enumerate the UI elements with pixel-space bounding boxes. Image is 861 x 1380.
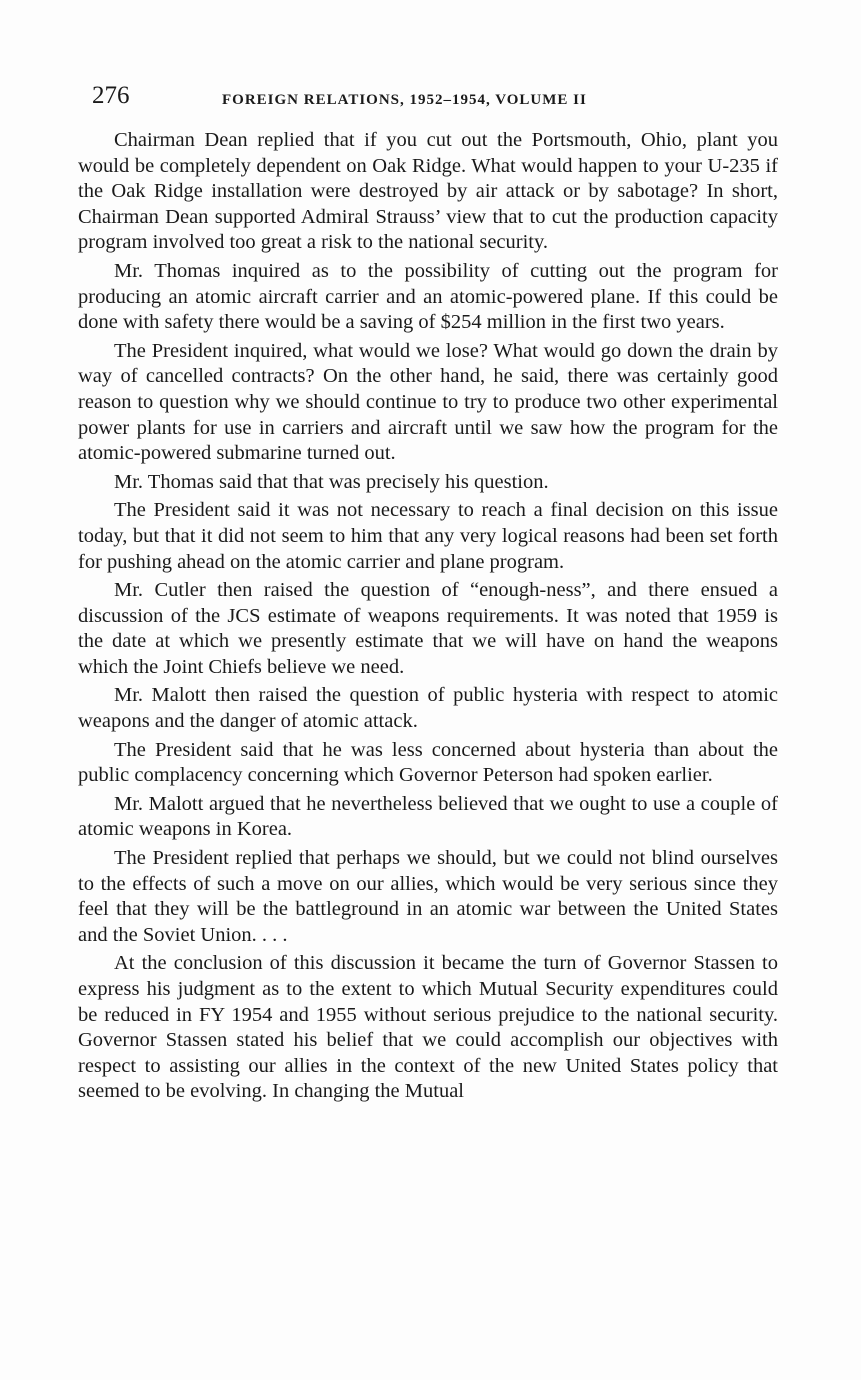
paragraph: Mr. Malott then raised the question of public hysteria with respect to atomic weapons and the danger of atomic attack. bbox=[78, 684, 778, 733]
paragraph: At the conclusion of this discussion it became the turn of Governor Stassen to express his judgment as to the extent to which Mutual Security expenditures could be reduced in FY 1954 and 1955 without serious prejudice to the national security. Governor Stassen stated his belief that we could accomplish our objectives with respect to assisting our allies in the context of the new United States policy that seemed to be evolving. In changing the Mutual bbox=[78, 952, 778, 1103]
page-header bbox=[92, 80, 782, 116]
paragraph: Mr. Thomas inquired as to the possibility of cutting out the program for producing an atomic aircraft carrier and an atomic-powered plane. If this could be done with safety there would be a saving of $254 million in the first two years. bbox=[78, 259, 778, 334]
paragraph: The President said it was not necessary to reach a final decision on this issue today, but that it did not seem to him that any very logical reasons had been set forth for pushing ahead on the atomic carrier and plane program. bbox=[78, 499, 778, 573]
paragraph: Mr. Cutler then raised the question of “enough-ness”, and there ensued a discussion of the JCS estimate of weapons requirements. It was noted that 1959 is the date at which we presently estimate that we will have on hand the weapons which the Joint Chiefs believe we need. bbox=[78, 579, 778, 678]
paragraph: The President inquired, what would we lose? What would go down the drain by way of cancelled contracts? On the other hand, he said, there was certainly good reason to question why we should continue to try to produce two other experimental power plants for use in carriers and aircraft until we saw how the program for the atomic-powered submarine turned out. bbox=[78, 339, 778, 465]
paragraph: The President replied that perhaps we should, but we could not blind ourselves to the effects of such a move on our allies, which would be very serious since they feel that they will be the battleground in an atomic war between the United States and the Soviet Union. . . . bbox=[78, 847, 778, 946]
paragraph: Mr. Malott argued that he nevertheless believed that we ought to use a couple of atomic weapons in Korea. bbox=[78, 792, 778, 841]
page-number: 276 bbox=[92, 82, 130, 109]
body-text bbox=[78, 128, 778, 1108]
paragraph: The President said that he was less concerned about hysteria than about the public complacency concerning which Governor Peterson had spoken earlier. bbox=[78, 738, 778, 787]
running-head: FOREIGN RELATIONS, 1952–1954, VOLUME II bbox=[222, 92, 587, 108]
paragraph: Mr. Thomas said that that was precisely his question. bbox=[114, 470, 549, 493]
paragraph: Chairman Dean replied that if you cut out the Portsmouth, Ohio, plant you would be completely dependent on Oak Ridge. What would happen to your U-235 if the Oak Ridge installation were destroyed by air attack or by sabotage? In short, Chairman Dean supported Admiral Strauss’ view that to cut the production capacity program involved too great a risk to the national security. bbox=[78, 129, 778, 254]
